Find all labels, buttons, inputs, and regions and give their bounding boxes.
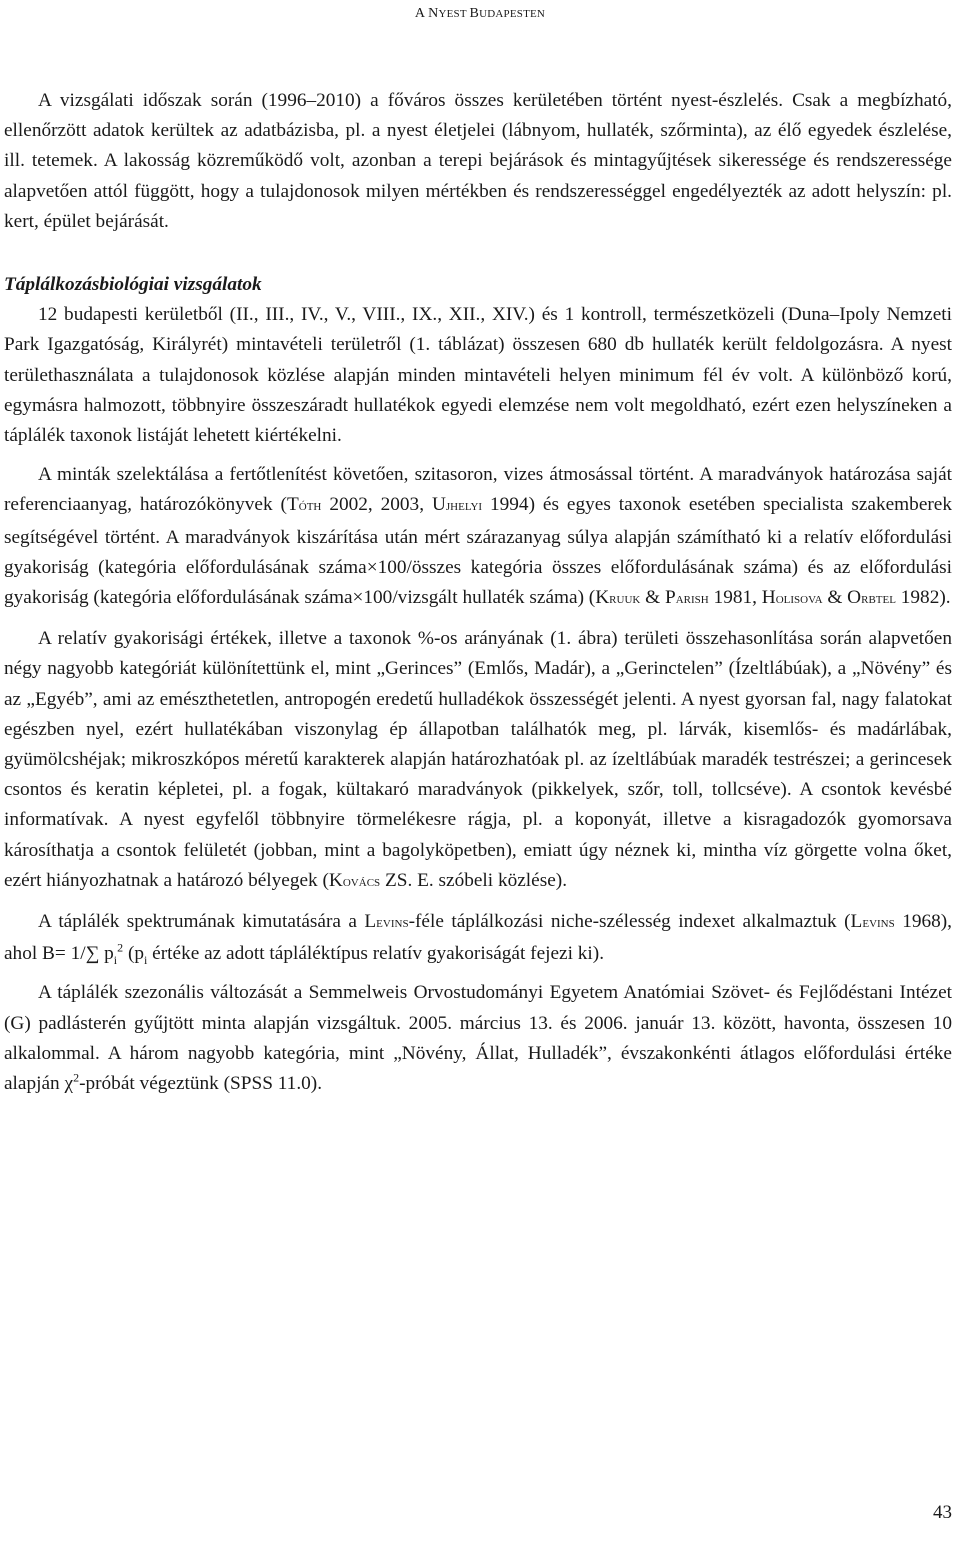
page-number: 43 [933, 1502, 952, 1523]
paragraph-study-period: A vizsgálati időszak során (1996–2010) a főváros összes kerületében történt nyest-észlelés. Csak a megbízható, ellenőrzött adatok kerültek az adatbázisba, pl. a nyest életjelei (lábnyom, hullaték, szőrminta), az élő egyedek észlelése, ill. tetemek. A lakosság közreműködő volt, azonban a terepi bejárások és mintagyűjtések sikeressége és rendszeressége alapvetően attól függött, hogy a tulajdonosok milyen mértékben és rendszerességgel engedélyezték az adott helyszín: pl. kert, épület bejárását. [4, 90, 952, 232]
running-head: A NYEST BUDAPESTEN [414, 6, 546, 21]
paragraph-sampling: 12 budapesti kerületből (II., III., IV., V., VIII., IX., XII., XIV.) és 1 kontroll, természetközeli (Duna–Ipoly Nemzeti Park Igazgatóság, Királyrét) mintavételi területről (1. táblázat) összesen 680 db hullaték került feldolgozásra. A nyest területhasználata a tulajdonosok közlése alapján minden mintavételi helyen minimum fél év volt. A különböző korú, egymásra halmozott, többnyire összeszáradt hullatékok egyedi elemzése nem volt megoldható, ezért ezen helyszíneken a táplálék taxonok listáját lehetett kiértékelni. [4, 304, 952, 447]
paragraph-categories: A relatív gyakorisági értékek, illetve a taxonok %-os arányának (1. ábra) területi összehasonlítása során alapvetően négy nagyobb kategóriát különítettünk el, mint „Gerinces” (Emlős, Madár), a „Gerinctelen” (Ízeltlábúak), a „Növény” és az „Egyéb”, ami az emészthetetlen, antropogén eredetű hulladékok összességét jelenti. A nyest gyorsan fal, nagy falatokat egészben nyel, ezért hullatékában viszonylag ép állapotban találhatók meg, pl. lárvák, kisemlős- és madárlábak, gyümölcshéjak; mikroszkópos méretű karakterek alapján határozhatóak pl. az ízeltlábúak maradék testrészei; a gerincesek csontos és keratin képletei, pl. a fogak, kültakaró maradványok (pikkelyek, szőr, toll, tollcséve). A csontok kevésbé informatívak. A nyest egyfelől többnyire törmelékesre rágja, pl. a koponyát, illetve a kisragadozók gyomorsava károsíthatja a csontok felületét (jobban, mint a bagolyköpetben), emiatt úgy néznek ki, mintha víz görgette volna őket, ezért hiányozhatnak a határozó bélyegek (KOVÁCS ZS. E. szóbeli közlése). [4, 628, 952, 891]
paragraph-levins-index: A táplálék spektrumának kimutatására a LEVINS-féle táplálkozási niche-szélesség indexet alkalmaztuk (LEVINS 1968), ahol B= 1/∑ $p_i^2$ ($p_i$ értéke az adott tápláléktípus relatív gyakoriságát fejezi ki). [4, 911, 952, 968]
paragraph-methods: A minták szelektálása a fertőtlenítést követően, szitasoron, vizes átmosással történt. A maradványok határozása saját referenciaanyag, határozókönyvek (TÓTH 2002, 2003, UJHELYI 1994) és egyes taxonok esetében specialista szakemberek segítségével történt. A maradványok kiszárítása után mért szárazanyag súlya alapján számítható ki a relatív előfordulási gyakoriság (kategória előfordulásának száma×100/összes kategória összes előfordulásának száma) és az előfordulási gyakoriság (kategória előfordulásának száma×100/vizsgált hullaték száma) (KRUUK & PARISH 1981, HOLISOVA & ORBTEL 1982). [4, 464, 953, 609]
section-title: Táplálkozásbiológiai vizsgálatok [4, 274, 262, 296]
article-body [4, 86, 952, 1099]
paragraph-seasonal: A táplálék szezonális változását a Semmelweis Orvostudományi Egyetem Anatómiai Szövet- és Fejlődéstani Intézet (G) padlásterén gyűjtött minta alapján vizsgáltuk. 2005. március 13. és 2006. január 13. között, havonta, összesen 10 alkalommal. A három nagyobb kategória, mint „Növény, Állat, Hulladék”, évszakonkénti átlagos előfordulási értéke alapján $\chi^2$-próbát végeztünk (SPSS 11.0). [4, 982, 952, 1095]
